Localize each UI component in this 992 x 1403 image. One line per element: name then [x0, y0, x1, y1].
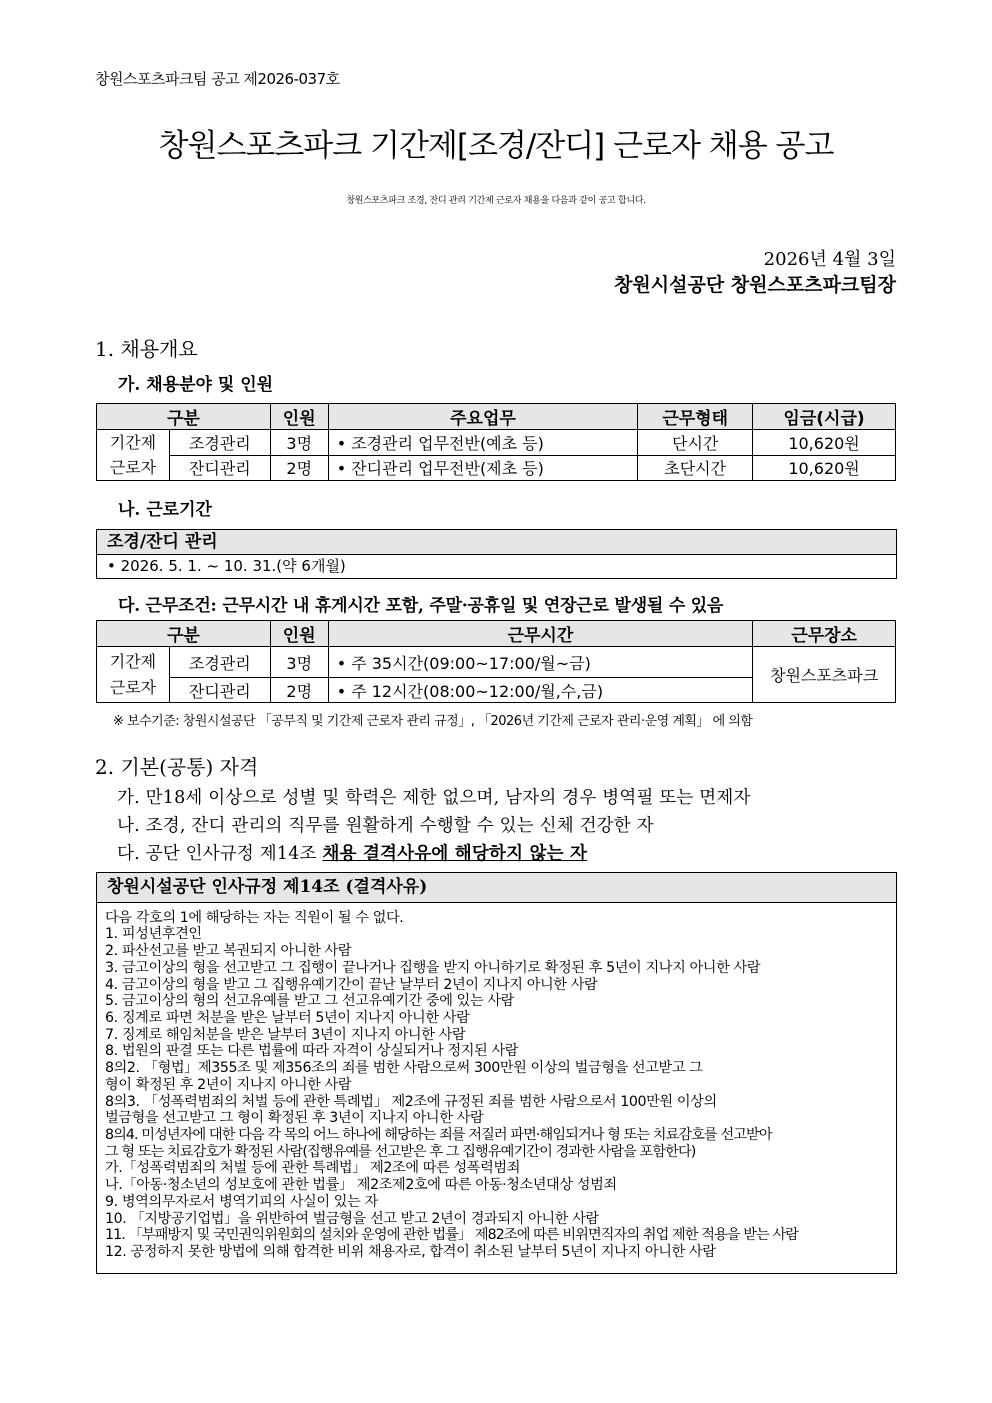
rule-line: 그 형 또는 치료감호가 확정된 사람(집행유예를 선고받은 후 그 집행유예기간이 경과한 사람을 포함한다)	[105, 1144, 696, 1160]
rule-line: 8. 법원의 판결 또는 다른 법률에 따라 자격이 상실되거나 정지된 사람	[105, 1043, 519, 1059]
table-row	[97, 647, 896, 678]
table1-duty: • 조경관리 업무전반(예초 등)	[328, 430, 638, 456]
period-box	[96, 529, 897, 579]
group-label-line1: 기간제	[109, 651, 157, 671]
table2-header-count: 인원	[270, 621, 328, 647]
table2-header-category: 구분	[97, 621, 271, 647]
rules-box-head: 창원시설공단 인사규정 제14조 (결격사유)	[97, 873, 896, 903]
table2-field: 잔디관리	[169, 678, 270, 703]
rule-line: 9. 병역의무자로서 병역기피의 사실이 있는 자	[105, 1194, 378, 1210]
table2-field: 조경관리	[169, 647, 270, 678]
table1-wage: 10,620원	[753, 455, 896, 481]
notice-date: 2026년 4월 3일	[763, 249, 896, 270]
rule-line: 7. 징계로 해임처분을 받은 날부터 3년이 지나지 아니한 사람	[105, 1027, 466, 1043]
table1-count: 3명	[270, 430, 328, 456]
rule-line: 8의3. 「성폭력범죄의 처벌 등에 관한 특례법」 제2조에 규정된 죄를 범한 사람으로서 100만원 이상의	[105, 1094, 717, 1110]
table1-wage: 10,620원	[753, 430, 896, 456]
intro-text: 창원스포츠파크 조경, 잔디 관리 기간제 근로자 채용을 다음과 같이 공고 합니다.	[346, 196, 646, 206]
table1-header-type: 근무형태	[638, 404, 753, 430]
table1-type: 단시간	[638, 430, 753, 456]
period-value: • 2026. 5. 1. ~ 10. 31.(약 6개월)	[107, 557, 346, 575]
qualification-item-emphasis: 채용 결격사유에 해당하지 않는 자	[322, 844, 588, 864]
period-box-head: 조경/잔디 관리	[97, 530, 896, 555]
rule-line: 나.「아동·청소년의 성보호에 관한 법률」 제2조제2호에 따른 아동·청소년대상 성범죄	[105, 1177, 617, 1193]
qualification-item: 가. 만18세 이상으로 성별 및 학력은 제한 없으며, 남자의 경우 병역필 또는 면제자	[117, 788, 751, 808]
table2-hours: • 주 35시간(09:00~17:00/월~금)	[328, 647, 753, 678]
group-label-line2: 근로자	[109, 458, 157, 477]
table2-header-hours: 근무시간	[328, 621, 753, 647]
table-row	[97, 455, 896, 481]
rule-line: 다음 각호의 1에 해당하는 자는 직원이 될 수 없다.	[105, 910, 404, 926]
rule-line: 12. 공정하지 못한 방법에 의해 합격한 비위 채용자로, 합격이 취소된 날부터 5년이 지나지 아니한 사람	[105, 1244, 716, 1260]
section1-heading: 1. 채용개요	[95, 337, 198, 361]
table1-field: 잔디관리	[169, 455, 270, 481]
page-title: 창원스포츠파크 기간제[조경/잔디] 근로자 채용 공고	[158, 128, 834, 164]
notice-number: 창원스포츠파크팀 공고 제2026-037호	[95, 70, 340, 88]
table-row	[97, 430, 896, 456]
table1-header-count: 인원	[270, 404, 328, 430]
rule-line: 8의2. 「형법」제355조 및 제356조의 죄를 범한 사람으로써 300만원 이상의 벌금형을 선고받고 그	[105, 1060, 703, 1076]
group-label-line1: 기간제	[109, 433, 157, 452]
table2-count: 3명	[270, 647, 328, 678]
table1-duty: • 잔디관리 업무전반(제초 등)	[328, 455, 638, 481]
table2-header-place: 근무장소	[753, 621, 896, 647]
qualification-item-prefix: 다. 공단 인사규정 제14조	[117, 844, 323, 864]
disqualification-rules-box	[96, 872, 897, 1274]
issuer: 창원시설공단 창원스포츠파크팀장	[614, 274, 896, 296]
rule-line: 8의4. 미성년자에 대한 다음 각 목의 어느 하나에 해당하는 죄를 저질러 파면·해임되거나 형 또는 치료감호를 선고받아	[105, 1127, 772, 1143]
rule-line: 2. 파산선고를 받고 복권되지 아니한 사람	[105, 943, 352, 959]
rule-line: 11. 「부패방지 및 국민권익위원회의 설치와 운영에 관한 법률」 제82조에 따른 비위면직자의 취업 제한 적용을 받는 사람	[105, 1227, 799, 1243]
rule-line: 5. 금고이상의 형의 선고유예를 받고 그 선고유예기간 중에 있는 사람	[105, 993, 514, 1009]
work-conditions-table	[96, 620, 896, 703]
recruitment-table	[96, 403, 896, 481]
table1-header-category: 구분	[97, 404, 271, 430]
table1-group-label	[97, 430, 170, 481]
section1-b-heading: 나. 근로기간	[118, 500, 212, 520]
qualification-item: 나. 조경, 잔디 관리의 직무를 원활하게 수행할 수 있는 신체 건강한 자	[117, 816, 654, 836]
table1-header-wage: 임금(시급)	[753, 404, 896, 430]
rule-line: 6. 징계로 파면 처분을 받은 날부터 5년이 지나지 아니한 사람	[105, 1010, 470, 1026]
section2-heading: 2. 기본(공통) 자격	[95, 755, 259, 779]
section1-c-heading: 다. 근무조건: 근무시간 내 휴게시간 포함, 주말·공휴일 및 연장근로 발생될 수 있음	[118, 596, 724, 616]
table1-header-duty: 주요업무	[328, 404, 638, 430]
table1-field: 조경관리	[169, 430, 270, 456]
rule-line: 10. 「지방공기업법」을 위반하여 벌금형을 선고 받고 2년이 경과되지 아니한 사람	[105, 1211, 599, 1227]
rule-line: 3. 금고이상의 형을 선고받고 그 집행이 끝나거나 집행을 받지 아니하기로 확정된 후 5년이 지나지 아니한 사람	[105, 960, 761, 976]
rule-line: 벌금형을 선고받고 그 형이 확정된 후 3년이 지나지 아니한 사람	[105, 1110, 484, 1126]
pay-standard-note: ※ 보수기준: 창원시설공단 「공무직 및 기간제 근로자 관리 규정」, 「2026년 기간제 근로자 관리·운영 계획」 에 의함	[113, 714, 753, 729]
qualification-item	[117, 840, 587, 865]
section1-a-heading: 가. 채용분야 및 인원	[118, 375, 274, 395]
group-label-line2: 근로자	[109, 677, 157, 697]
table2-group-label	[97, 647, 170, 703]
rule-line: 1. 피성년후견인	[105, 926, 202, 942]
table1-type: 초단시간	[638, 455, 753, 481]
table2-count: 2명	[270, 678, 328, 703]
table1-count: 2명	[270, 455, 328, 481]
table2-hours: • 주 12시간(08:00~12:00/월,수,금)	[328, 678, 753, 703]
rule-line: 가.「성폭력범죄의 처벌 등에 관한 특례법」 제2조에 따른 성폭력범죄	[105, 1160, 521, 1176]
rule-line: 4. 금고이상의 형을 받고 그 집행유예기간이 끝난 날부터 2년이 지나지 아니한 사람	[105, 977, 598, 993]
table2-place: 창원스포츠파크	[753, 647, 896, 703]
rule-line: 형이 확정된 후 2년이 지나지 아니한 사람	[105, 1077, 352, 1093]
